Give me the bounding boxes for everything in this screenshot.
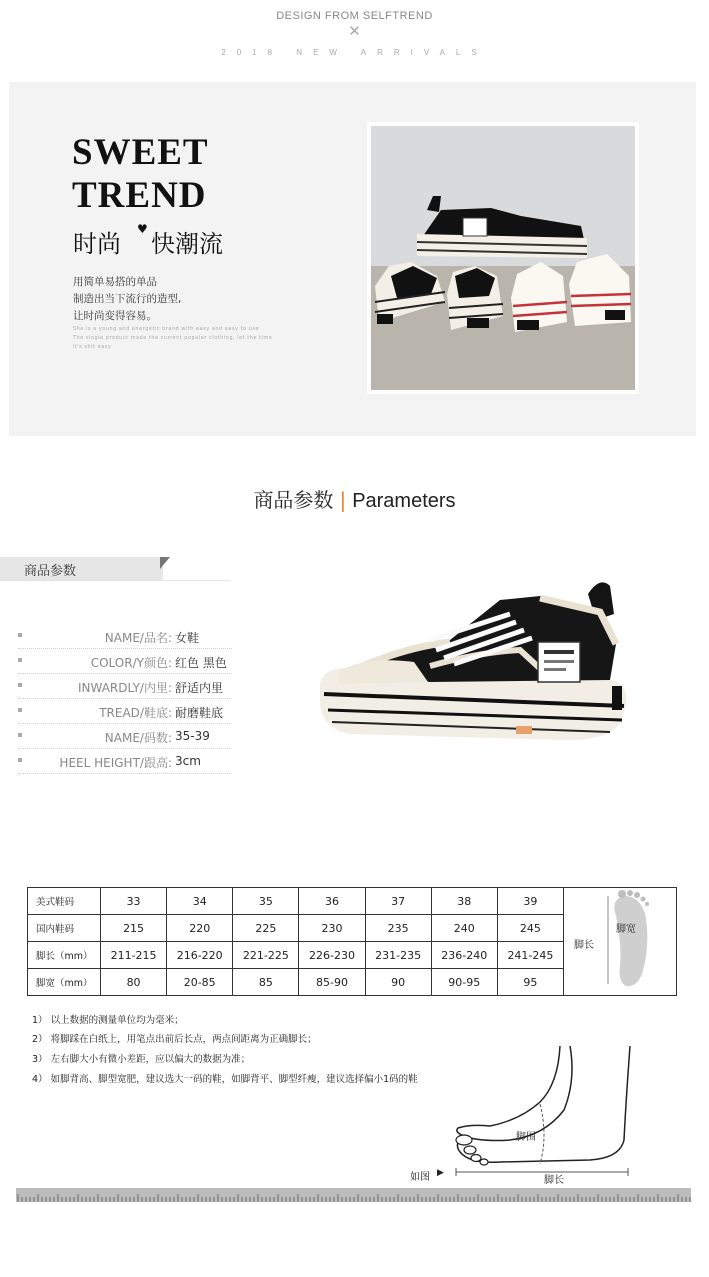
row-header: 美式鞋码 xyxy=(28,888,101,915)
bullet-icon xyxy=(18,708,22,712)
table-cell: 37 xyxy=(365,888,431,915)
spec-row xyxy=(18,674,232,699)
footprint-icon xyxy=(570,888,670,992)
parameters-heading-cn: 商品参数 xyxy=(253,488,334,512)
table-cell: 90 xyxy=(365,969,431,996)
spec-label: NAME/品名: xyxy=(104,631,172,645)
brand-tagline: DESIGN FROM SELFTREND xyxy=(276,10,433,22)
spec-value: 耐磨鞋底 xyxy=(175,706,224,720)
hero-cn-title-b: 快潮流 xyxy=(151,230,223,258)
spec-row xyxy=(18,649,232,674)
spec-value: 3cm xyxy=(175,754,201,768)
spec-label: COLOR/Y颜色: xyxy=(90,656,172,670)
spec-label: HEEL HEIGHT/跟高: xyxy=(59,756,172,770)
foot-measure-illustration xyxy=(440,1040,640,1190)
foot-length-label: 脚长 xyxy=(574,940,594,951)
table-cell: 33 xyxy=(101,888,167,915)
table-cell: 85-90 xyxy=(299,969,365,996)
parameters-tab-label: 商品参数 xyxy=(24,564,77,579)
bullet-icon xyxy=(18,658,22,662)
hero-body-line: 用简单易搭的单品 xyxy=(73,276,157,288)
ruler-graphic xyxy=(16,1187,691,1201)
foot-illustration-cell xyxy=(564,888,677,996)
spec-value: 红色 黑色 xyxy=(175,656,227,670)
table-cell: 38 xyxy=(431,888,497,915)
table-cell: 231-235 xyxy=(365,942,431,969)
bullet-icon xyxy=(18,683,22,687)
table-row xyxy=(28,888,677,915)
hero-fine-print: The single product made the current popular clothing, let the time xyxy=(73,335,273,341)
hero-fine-print: it's shit easy xyxy=(73,344,112,350)
spec-row xyxy=(18,699,232,724)
table-cell: 235 xyxy=(365,915,431,942)
spec-row xyxy=(18,724,232,749)
product-sneaker-image xyxy=(310,570,640,770)
tab-underline xyxy=(0,580,230,581)
foot-width-label: 脚宽 xyxy=(616,924,636,935)
as-shown-text: 如图 xyxy=(410,1172,430,1183)
spec-label: NAME/码数: xyxy=(104,731,172,745)
close-x-ornament: ✕ xyxy=(348,22,361,40)
measurement-note: 4） 如脚背高、脚型宽肥，建议选大一码的鞋，如脚背平、脚型纤瘦，建议选择偏小1码的鞋 xyxy=(32,1074,418,1085)
measurement-note: 3） 左右脚大小有微小差距，应以偏大的数据为准； xyxy=(32,1054,251,1065)
size-chart-table xyxy=(27,887,677,996)
table-cell: 35 xyxy=(233,888,299,915)
bullet-icon xyxy=(18,758,22,762)
hero-body-line: 让时尚变得容易。 xyxy=(73,310,157,322)
hero-sneakers-photo xyxy=(367,122,639,394)
spec-value: 35-39 xyxy=(175,729,210,743)
measurement-note: 1） 以上数据的测量单位均为毫米； xyxy=(32,1015,184,1026)
tab-corner-triangle xyxy=(160,557,170,569)
table-cell: 221-225 xyxy=(233,942,299,969)
table-cell: 95 xyxy=(497,969,563,996)
new-arrivals-subtitle: 2018 NEW ARRIVALS xyxy=(221,48,488,57)
bullet-icon xyxy=(18,633,22,637)
table-cell: 230 xyxy=(299,915,365,942)
parameters-heading xyxy=(0,484,709,513)
table-cell: 245 xyxy=(497,915,563,942)
table-cell: 80 xyxy=(101,969,167,996)
table-cell: 39 xyxy=(497,888,563,915)
spec-value: 舒适内里 xyxy=(175,681,224,695)
hero-title-line2: TREND xyxy=(72,175,207,216)
spec-label: TREAD/鞋底: xyxy=(99,706,172,720)
pointer-icon: ▶ xyxy=(437,1168,444,1178)
row-header: 脚长（mm） xyxy=(28,942,101,969)
heart-icon: ♥ xyxy=(137,222,148,236)
table-cell: 216-220 xyxy=(167,942,233,969)
hero-banner xyxy=(9,82,696,436)
table-cell: 240 xyxy=(431,915,497,942)
heading-divider: | xyxy=(339,488,347,512)
table-cell: 225 xyxy=(233,915,299,942)
girth-label: 脚围 xyxy=(516,1132,536,1143)
table-cell: 85 xyxy=(233,969,299,996)
length-label: 脚长 xyxy=(544,1175,564,1186)
table-cell: 36 xyxy=(299,888,365,915)
table-cell: 211-215 xyxy=(101,942,167,969)
table-cell: 226-230 xyxy=(299,942,365,969)
hero-body-line: 制造出当下流行的造型, xyxy=(73,293,182,305)
table-cell: 34 xyxy=(167,888,233,915)
spec-row xyxy=(18,624,232,649)
row-header: 国内鞋码 xyxy=(28,915,101,942)
spec-label: INWARDLY/内里: xyxy=(77,681,172,695)
measurement-note: 2） 将脚踩在白纸上，用笔点出前后长点，两点间距离为正确脚长； xyxy=(32,1034,317,1045)
parameters-heading-en: Parameters xyxy=(352,490,456,512)
hero-title-line1: SWEET xyxy=(72,132,209,173)
row-header: 脚宽（mm） xyxy=(28,969,101,996)
table-cell: 215 xyxy=(101,915,167,942)
table-cell: 90-95 xyxy=(431,969,497,996)
hero-fine-print: She is a young and energetic brand with easy and easy to use xyxy=(73,326,260,332)
table-cell: 241-245 xyxy=(497,942,563,969)
spec-value: 女鞋 xyxy=(175,631,200,645)
bullet-icon xyxy=(18,733,22,737)
spec-row xyxy=(18,749,232,774)
table-cell: 236-240 xyxy=(431,942,497,969)
table-cell: 20-85 xyxy=(167,969,233,996)
table-cell: 220 xyxy=(167,915,233,942)
hero-cn-title-a: 时尚 xyxy=(73,230,121,258)
